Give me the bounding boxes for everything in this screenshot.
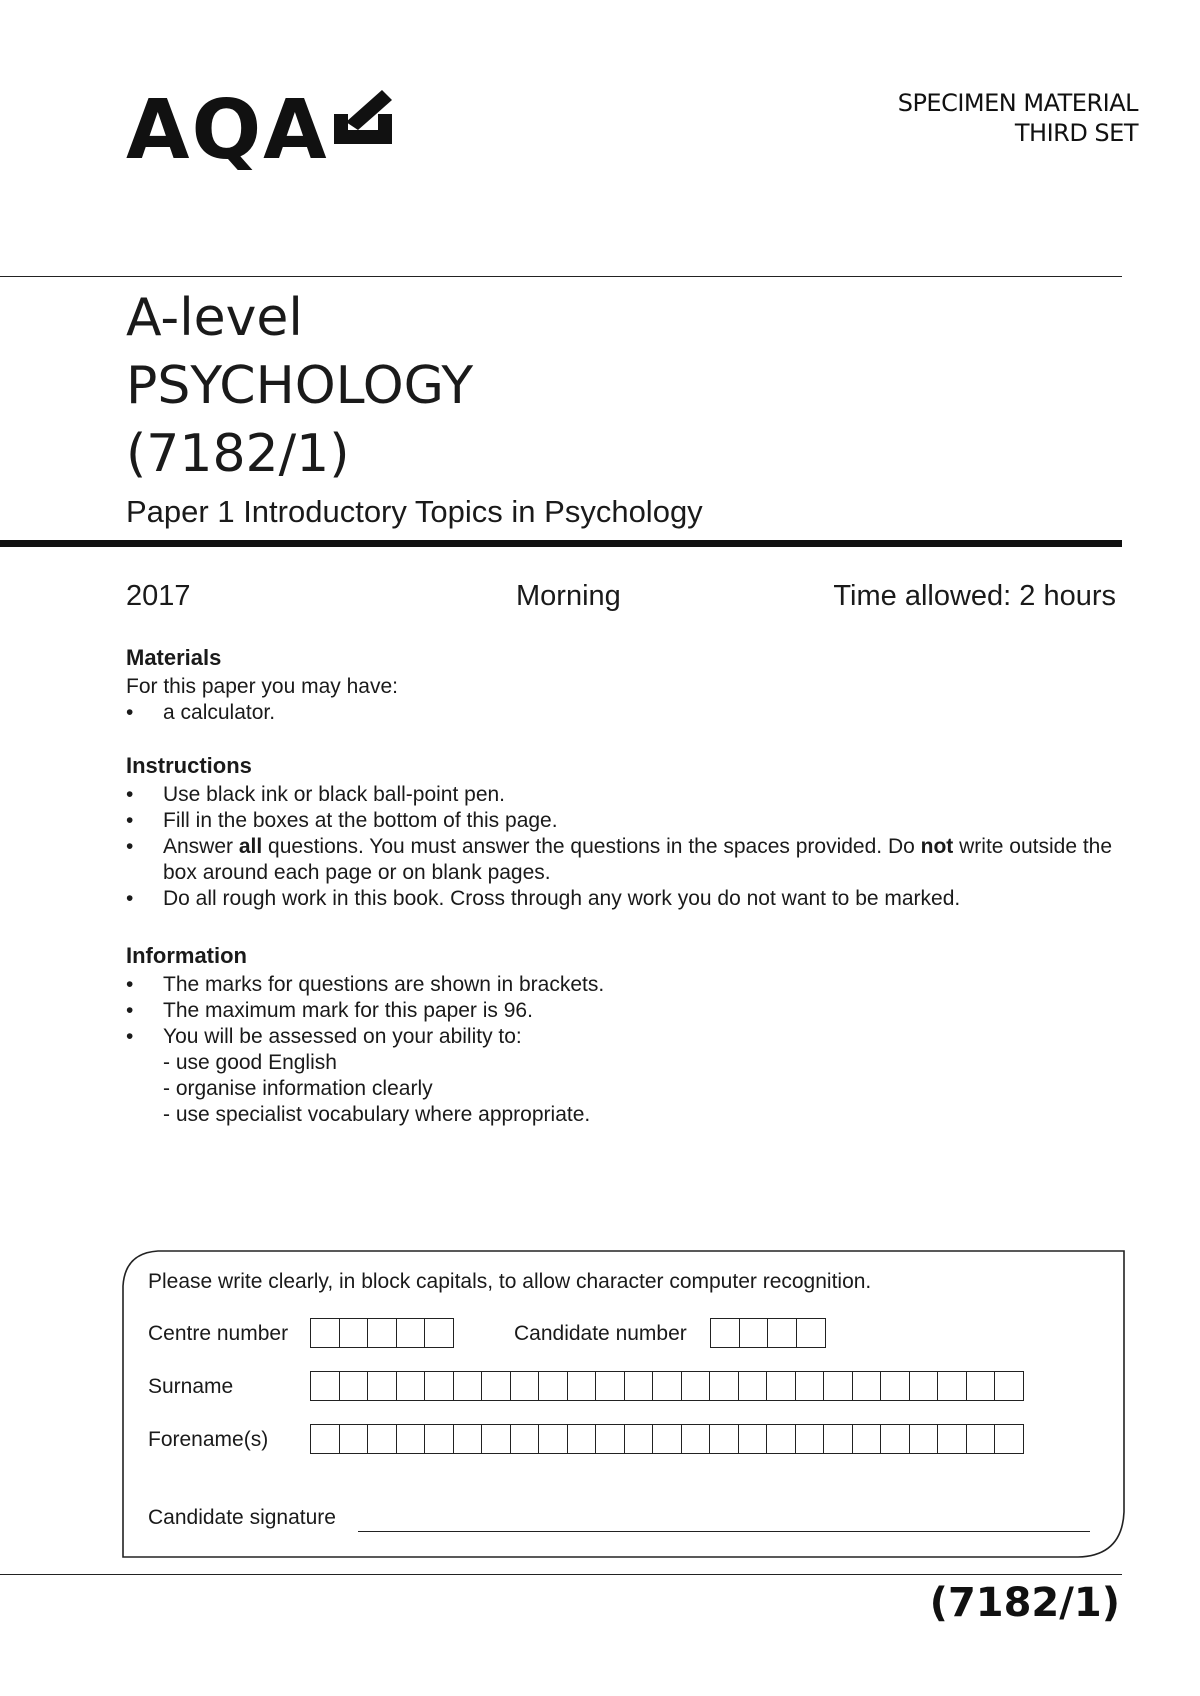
specimen-line-2: THIRD SET <box>1014 119 1138 147</box>
aqa-logo <box>126 82 406 182</box>
character-box[interactable] <box>567 1371 597 1401</box>
time-allowed: Time allowed: 2 hours <box>833 580 1116 612</box>
character-box[interactable] <box>367 1424 397 1454</box>
character-box[interactable] <box>652 1371 682 1401</box>
character-box[interactable] <box>396 1371 426 1401</box>
exam-session: Morning <box>516 580 621 612</box>
title-divider <box>0 540 1122 547</box>
character-box[interactable] <box>937 1424 967 1454</box>
character-box[interactable] <box>510 1371 540 1401</box>
signature-input-line[interactable] <box>358 1531 1090 1532</box>
character-box[interactable] <box>595 1371 625 1401</box>
paper-title: Paper 1 Introductory Topics in Psychology <box>126 494 703 529</box>
character-box[interactable] <box>424 1318 454 1348</box>
character-box[interactable] <box>310 1318 340 1348</box>
list-item: • Do all rough work in this book. Cross through any work you do not want to be marked. <box>126 886 1123 912</box>
character-box[interactable] <box>510 1424 540 1454</box>
top-divider <box>0 276 1122 277</box>
character-box[interactable] <box>538 1424 568 1454</box>
character-box[interactable] <box>681 1424 711 1454</box>
list-item: • Fill in the boxes at the bottom of this page. <box>126 808 1123 834</box>
aqa-tick-icon <box>332 86 394 148</box>
information-list <box>126 972 1123 1050</box>
list-item: • The maximum mark for this paper is 96. <box>126 998 1123 1024</box>
assessment-subline: - use specialist vocabulary where appropriate. <box>163 1103 591 1126</box>
character-box[interactable] <box>766 1371 796 1401</box>
character-box[interactable] <box>652 1424 682 1454</box>
character-box[interactable] <box>738 1371 768 1401</box>
information-section <box>126 942 1123 1128</box>
character-box[interactable] <box>339 1424 369 1454</box>
character-box[interactable] <box>909 1424 939 1454</box>
character-box[interactable] <box>937 1371 967 1401</box>
character-box[interactable] <box>367 1318 397 1348</box>
list-item: • You will be assessed on your ability to: <box>126 1024 1123 1050</box>
character-box[interactable] <box>624 1371 654 1401</box>
signature-label: Candidate signature <box>148 1506 336 1529</box>
specimen-line-1: SPECIMEN MATERIAL <box>897 89 1138 117</box>
character-box[interactable] <box>795 1371 825 1401</box>
character-box[interactable] <box>310 1424 340 1454</box>
materials-list <box>126 700 1123 726</box>
character-box[interactable] <box>339 1318 369 1348</box>
character-box[interactable] <box>739 1318 769 1348</box>
bold-text: all <box>238 835 263 858</box>
assessment-subline: - use good English <box>163 1051 337 1074</box>
character-box[interactable] <box>453 1371 483 1401</box>
list-item: • a calculator. <box>126 700 1123 726</box>
character-box[interactable] <box>481 1424 511 1454</box>
character-box[interactable] <box>966 1424 996 1454</box>
subject-title: PSYCHOLOGY <box>126 356 474 416</box>
character-box[interactable] <box>396 1318 426 1348</box>
character-box[interactable] <box>481 1371 511 1401</box>
character-box[interactable] <box>424 1424 454 1454</box>
materials-intro: For this paper you may have: <box>126 675 398 698</box>
forenames-input[interactable] <box>310 1424 1023 1454</box>
text-span: questions. You must answer the questions in the spaces provided. Do <box>262 835 921 858</box>
footer-paper-code: (7182/1) <box>929 1580 1120 1626</box>
instructions-heading: Instructions <box>126 753 252 778</box>
list-item-answer-all <box>126 834 1123 886</box>
character-box[interactable] <box>738 1424 768 1454</box>
character-box[interactable] <box>709 1424 739 1454</box>
assessment-subline: - organise information clearly <box>163 1077 433 1100</box>
character-box[interactable] <box>966 1371 996 1401</box>
candidate-number-input[interactable] <box>710 1318 824 1348</box>
character-box[interactable] <box>710 1318 740 1348</box>
character-box[interactable] <box>852 1371 882 1401</box>
list-item: • The marks for questions are shown in brackets. <box>126 972 1123 998</box>
logo-text: AQA <box>126 83 329 178</box>
character-box[interactable] <box>994 1424 1024 1454</box>
character-box[interactable] <box>567 1424 597 1454</box>
specimen-label <box>898 88 1138 148</box>
character-box[interactable] <box>880 1371 910 1401</box>
paper-code: (7182/1) <box>126 424 350 484</box>
exam-year: 2017 <box>126 580 191 612</box>
text-span: write outside the box around each page or on blank pages. <box>163 835 1113 884</box>
character-box[interactable] <box>766 1424 796 1454</box>
character-box[interactable] <box>795 1424 825 1454</box>
information-heading: Information <box>126 943 247 968</box>
character-box[interactable] <box>823 1424 853 1454</box>
character-box[interactable] <box>852 1424 882 1454</box>
surname-input[interactable] <box>310 1371 1023 1401</box>
character-box[interactable] <box>796 1318 826 1348</box>
list-item: • Use black ink or black ball-point pen. <box>126 782 1123 808</box>
character-box[interactable] <box>823 1371 853 1401</box>
surname-label: Surname <box>148 1375 234 1398</box>
instructions-section <box>126 752 1123 912</box>
character-box[interactable] <box>880 1424 910 1454</box>
bottom-divider <box>0 1574 1122 1575</box>
character-box[interactable] <box>538 1371 568 1401</box>
materials-heading: Materials <box>126 645 222 670</box>
character-box[interactable] <box>396 1424 426 1454</box>
text-span: Answer <box>163 835 239 858</box>
qualification-level: A-level <box>126 288 303 348</box>
bold-text: not <box>920 835 954 858</box>
character-box[interactable] <box>339 1371 369 1401</box>
character-box[interactable] <box>595 1424 625 1454</box>
character-box[interactable] <box>624 1424 654 1454</box>
centre-number-input[interactable] <box>310 1318 453 1348</box>
block-capitals-instruction: Please write clearly, in block capitals, to allow character computer recognition. <box>148 1270 872 1293</box>
candidate-number-label: Candidate number <box>514 1322 687 1345</box>
character-box[interactable] <box>709 1371 739 1401</box>
character-box[interactable] <box>681 1371 711 1401</box>
character-box[interactable] <box>453 1424 483 1454</box>
character-box[interactable] <box>909 1371 939 1401</box>
character-box[interactable] <box>367 1371 397 1401</box>
forenames-label: Forename(s) <box>148 1428 269 1451</box>
character-box[interactable] <box>767 1318 797 1348</box>
instructions-list <box>126 782 1123 912</box>
character-box[interactable] <box>994 1371 1024 1401</box>
materials-section <box>126 644 1123 726</box>
character-box[interactable] <box>424 1371 454 1401</box>
centre-number-label: Centre number <box>148 1322 289 1345</box>
character-box[interactable] <box>310 1371 340 1401</box>
